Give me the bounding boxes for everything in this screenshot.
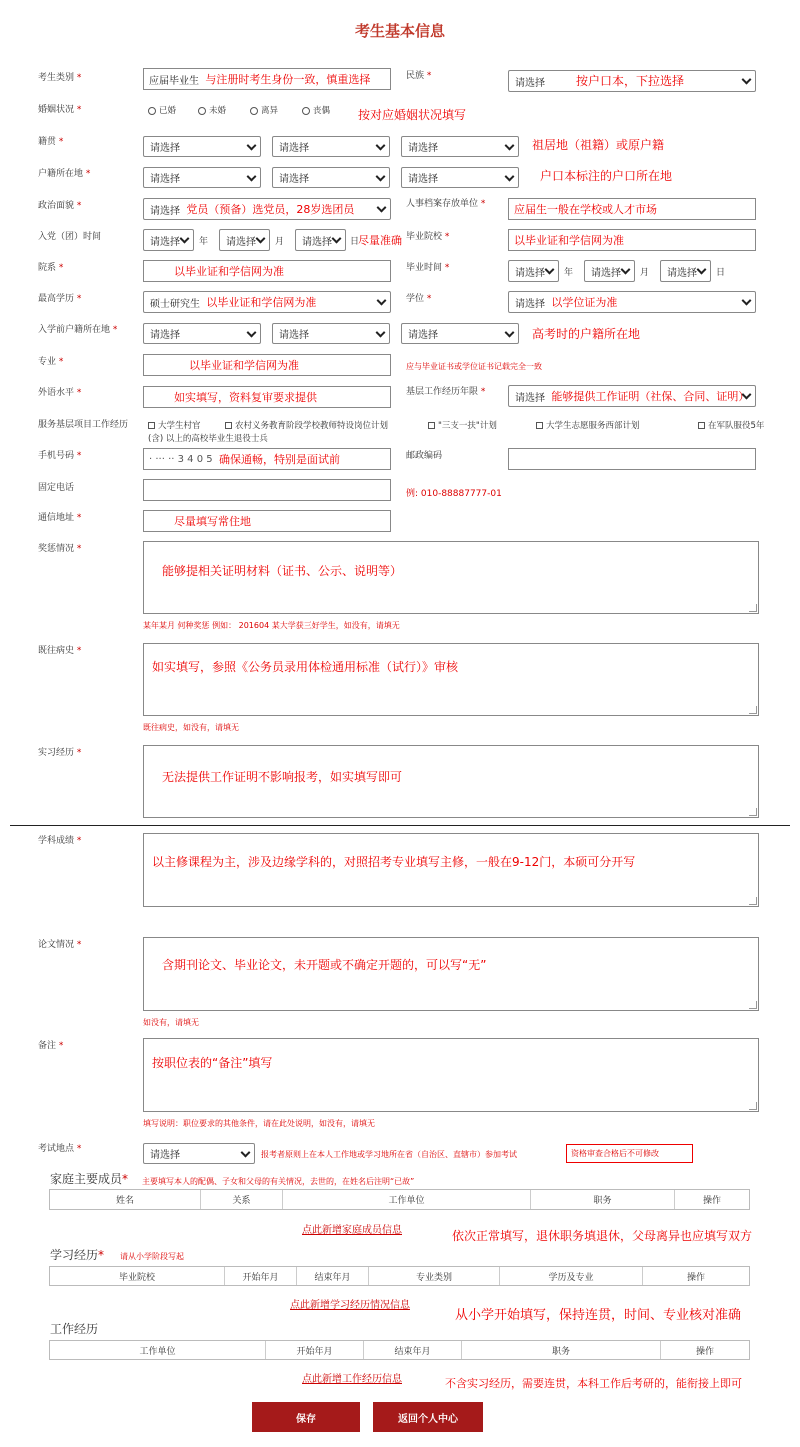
postcode-input[interactable]: [508, 448, 756, 470]
resize-grip-icon[interactable]: [749, 604, 757, 612]
join-month-select[interactable]: 请选择: [219, 229, 270, 251]
study-table-header: [49, 1266, 750, 1286]
awards-hint: 某年某月 何种奖惩 例如： 201604 某大学获三好学生，如没有，请填无: [143, 621, 400, 630]
postcode-label: 邮政编码: [406, 451, 443, 461]
mobile-input[interactable]: · ··· ·· 3 4 0 5 确保通畅，特别是面试前: [143, 448, 391, 470]
col-header: 职务: [462, 1341, 661, 1359]
page-divider: [10, 825, 790, 826]
year-unit: 年: [199, 237, 209, 247]
col-header: 开始年月: [225, 1267, 297, 1285]
native-county-select[interactable]: 请选择: [401, 136, 519, 157]
remarks-hint: 填写说明：职位要求的其他条件，请在此处说明，如没有，请填无: [143, 1119, 375, 1128]
family-title: 家庭主要成员*: [50, 1172, 129, 1186]
work-table-header: [49, 1340, 750, 1360]
degree-select[interactable]: 请选择 以学位证为准: [508, 291, 756, 313]
degree-label: 学位 *: [406, 294, 432, 304]
category-note: 与注册时考生身份一致，慎重选择: [205, 73, 371, 86]
medical-note: 如实填写，参照《公务员录用体检通用标准（试行）》审核: [152, 660, 459, 674]
marital-note: 按对应婚姻状况填写: [358, 108, 467, 122]
year-unit: 年: [564, 268, 574, 278]
marital-radio-4[interactable]: 丧偶: [302, 104, 330, 116]
col-header: 操作: [702, 1196, 721, 1206]
archive-input[interactable]: 应届生一般在学校或人才市场: [508, 198, 756, 220]
marital-radio-2[interactable]: 未婚: [198, 104, 226, 116]
education-select[interactable]: 硕士研究生 以毕业证和学信网为准: [143, 291, 391, 313]
native-province-select[interactable]: 请选择: [143, 136, 261, 157]
join-year-select[interactable]: 请选择: [143, 229, 194, 251]
family-table-header: [49, 1189, 750, 1210]
exam-site-warning: 资格审查合格后不可修改: [566, 1144, 693, 1163]
grades-note: 以主修课程为主，涉及边缘学科的，对照招考专业填写主修，一般在9-12门，本硕可分开写: [152, 855, 636, 869]
degree-note: 以学位证为准: [551, 296, 618, 309]
service-check-4[interactable]: 大学生志愿服务西部计划: [536, 419, 640, 431]
col-header: 工作单位: [283, 1190, 531, 1209]
major-hint: 应与毕业证书或学位证书记载完全一致: [406, 362, 542, 371]
month-unit: 月: [640, 268, 650, 278]
mobile-note: 确保通畅，特别是面试前: [218, 453, 340, 466]
pre-hukou-city-select[interactable]: 请选择: [272, 323, 390, 344]
medical-label: 既往病史 *: [38, 646, 82, 656]
col-header: 开始年月: [266, 1341, 364, 1359]
exam-site-select[interactable]: 请选择: [143, 1143, 255, 1164]
phone-input[interactable]: [143, 479, 391, 501]
col-header: 操作: [695, 1346, 714, 1357]
service-check-5[interactable]: 在军队服役5年: [698, 419, 764, 431]
study-note: 从小学开始填写，保持连贯，时间、专业核对准确: [455, 1308, 742, 1323]
marital-label: 婚姻状况 *: [38, 105, 82, 115]
grad-day-select[interactable]: 请选择: [660, 260, 711, 282]
page-title: 考生基本信息: [354, 22, 445, 40]
add-work-link[interactable]: 点此新增工作经历信息: [302, 1374, 402, 1385]
col-header: 学历及专业: [500, 1267, 643, 1285]
internship-label: 实习经历 *: [38, 748, 82, 758]
grades-textarea[interactable]: [143, 833, 759, 907]
pre-hukou-province-select[interactable]: 请选择: [143, 323, 261, 344]
work-years-note: 能够提供工作证明（社保、合同、证明）: [551, 390, 750, 403]
work-note: 不含实习经历，需要连贯，本科工作后考研的，能衔接上即可: [445, 1377, 742, 1390]
grad-school-label: 毕业院校 *: [406, 232, 450, 242]
major-label: 专业 *: [38, 357, 64, 367]
marital-radio-1[interactable]: 已婚: [148, 104, 176, 116]
col-header: 结束年月: [297, 1267, 369, 1285]
ethnicity-label: 民族 *: [406, 71, 432, 81]
add-study-link[interactable]: 点此新增学习经历情况信息: [290, 1300, 410, 1311]
day-unit: 日: [350, 237, 360, 247]
grades-label: 学科成绩 *: [38, 836, 82, 846]
back-to-center-button[interactable]: 返回个人中心: [373, 1402, 483, 1432]
family-hint: 主要填写本人的配偶、子女和父母的有关情况，去世的，在姓名后注明“已故”: [142, 1177, 415, 1186]
thesis-note: 含期刊论文、毕业论文，未开题或不确定开题的，可以写“无”: [162, 958, 487, 972]
thesis-label: 论文情况 *: [38, 940, 82, 950]
internship-note: 无法提供工作证明不影响报考，如实填写即可: [162, 770, 403, 784]
medical-textarea[interactable]: [143, 643, 759, 716]
medical-hint: 既往病史，如没有，请填无: [143, 723, 239, 732]
education-note: 以毕业证和学信网为准: [206, 296, 317, 309]
study-hint: 请从小学阶段写起: [120, 1252, 184, 1261]
exam-site-hint: 报考者原则上在本人工作地或学习地所在省（自治区、直辖市）参加考试: [261, 1150, 517, 1159]
work-years-select[interactable]: 请选择 能够提供工作证明（社保、合同、证明）: [508, 385, 756, 407]
grad-school-input[interactable]: 以毕业证和学信网为准: [508, 229, 756, 251]
politics-select[interactable]: 请选择 党员（预备）选党员，28岁选团员: [143, 198, 391, 220]
category-select[interactable]: 应届毕业生 与注册时考生身份一致，慎重选择: [143, 68, 391, 90]
language-label: 外语水平 *: [38, 388, 82, 398]
col-header: 工作单位: [50, 1341, 266, 1359]
language-input[interactable]: 如实填写，资料复审要求提供: [143, 386, 391, 408]
service-label: 服务基层项目工作经历: [38, 420, 129, 430]
ethnicity-note: 按户口本，下拉选择: [576, 74, 685, 88]
remarks-note: 按职位表的“备注”填写: [152, 1056, 273, 1070]
col-header: 专业类别: [369, 1267, 500, 1285]
major-input[interactable]: 以毕业证和学信网为准: [143, 354, 391, 376]
address-input[interactable]: 尽量填写常住地: [143, 510, 391, 532]
archive-label: 人事档案存放单位 *: [406, 199, 486, 209]
join-day-select[interactable]: 请选择: [295, 229, 346, 251]
service-check-3[interactable]: "三支一扶"计划: [428, 419, 497, 431]
grad-time-label: 毕业时间 *: [406, 263, 450, 273]
address-label: 通信地址 *: [38, 513, 82, 523]
politics-label: 政治面貌 *: [38, 201, 82, 211]
col-header: 结束年月: [364, 1341, 462, 1359]
save-button[interactable]: 保存: [252, 1402, 360, 1432]
hukou-note: 户口本标注的户口所在地: [540, 169, 673, 183]
phone-hint: 例: 010-88887777-01: [406, 489, 502, 499]
chevron-down-icon: [742, 75, 752, 85]
join-time-note: 尽量准确: [358, 234, 402, 247]
month-unit: 月: [275, 237, 285, 247]
thesis-hint: 如没有，请填无: [143, 1018, 199, 1027]
work-years-label: 基层工作经历年限 *: [406, 387, 486, 397]
awards-label: 奖惩情况 *: [38, 544, 82, 554]
phone-label: 固定电话: [38, 483, 75, 493]
study-title: 学习经历*: [50, 1248, 105, 1262]
pre-hukou-label: 入学前户籍所在地 *: [38, 325, 118, 335]
col-header: 关系: [201, 1190, 283, 1209]
col-header: 姓名: [50, 1190, 201, 1209]
service-check-1[interactable]: 大学生村官: [148, 419, 201, 431]
remarks-textarea[interactable]: [143, 1038, 759, 1112]
hukou-county-select[interactable]: 请选择: [401, 167, 519, 188]
ethnicity-select[interactable]: 请选择: [508, 70, 756, 92]
native-label: 籍贯 *: [38, 137, 64, 147]
pre-hukou-note: 高考时的户籍所在地: [532, 327, 641, 341]
department-label: 院系 *: [38, 263, 64, 273]
col-header: 毕业院校: [50, 1267, 225, 1285]
exam-site-label: 考试地点 *: [38, 1144, 82, 1154]
day-unit: 日: [716, 268, 726, 278]
work-title: 工作经历: [50, 1322, 99, 1336]
category-label: 考生类别 *: [38, 73, 82, 83]
department-input[interactable]: 以毕业证和学信网为准: [143, 260, 391, 282]
pre-hukou-county-select[interactable]: 请选择: [401, 323, 519, 344]
grad-year-select[interactable]: 请选择: [508, 260, 559, 282]
family-note: 依次正常填写，退休职务填退休，父母离异也应填写双方: [452, 1229, 753, 1243]
marital-radio-3[interactable]: 离异: [250, 104, 278, 116]
hukou-city-select[interactable]: 请选择: [272, 167, 390, 188]
education-label: 最高学历 *: [38, 294, 82, 304]
service-tail: (含) 以上的高校毕业生退役士兵: [148, 434, 268, 444]
remarks-label: 备注 *: [38, 1041, 64, 1051]
thesis-textarea[interactable]: [143, 937, 759, 1011]
politics-note: 党员（预备）选党员，28岁选团员: [186, 203, 355, 216]
hukou-label: 户籍所在地 *: [38, 169, 91, 179]
native-city-select[interactable]: 请选择: [272, 136, 390, 157]
col-header: 职务: [531, 1190, 675, 1209]
col-header: 操作: [686, 1272, 705, 1283]
awards-note: 能够提相关证明材料（证书、公示、说明等）: [162, 564, 403, 578]
native-note: 祖居地（祖籍）或原户籍: [532, 138, 665, 152]
mobile-label: 手机号码 *: [38, 451, 82, 461]
add-family-link[interactable]: 点此新增家庭成员信息: [302, 1225, 402, 1236]
grad-month-select[interactable]: 请选择: [584, 260, 635, 282]
hukou-province-select[interactable]: 请选择: [143, 167, 261, 188]
join-time-label: 入党（团）时间: [38, 232, 102, 242]
service-check-2[interactable]: 农村义务教育阶段学校教师特设岗位计划: [225, 419, 388, 431]
